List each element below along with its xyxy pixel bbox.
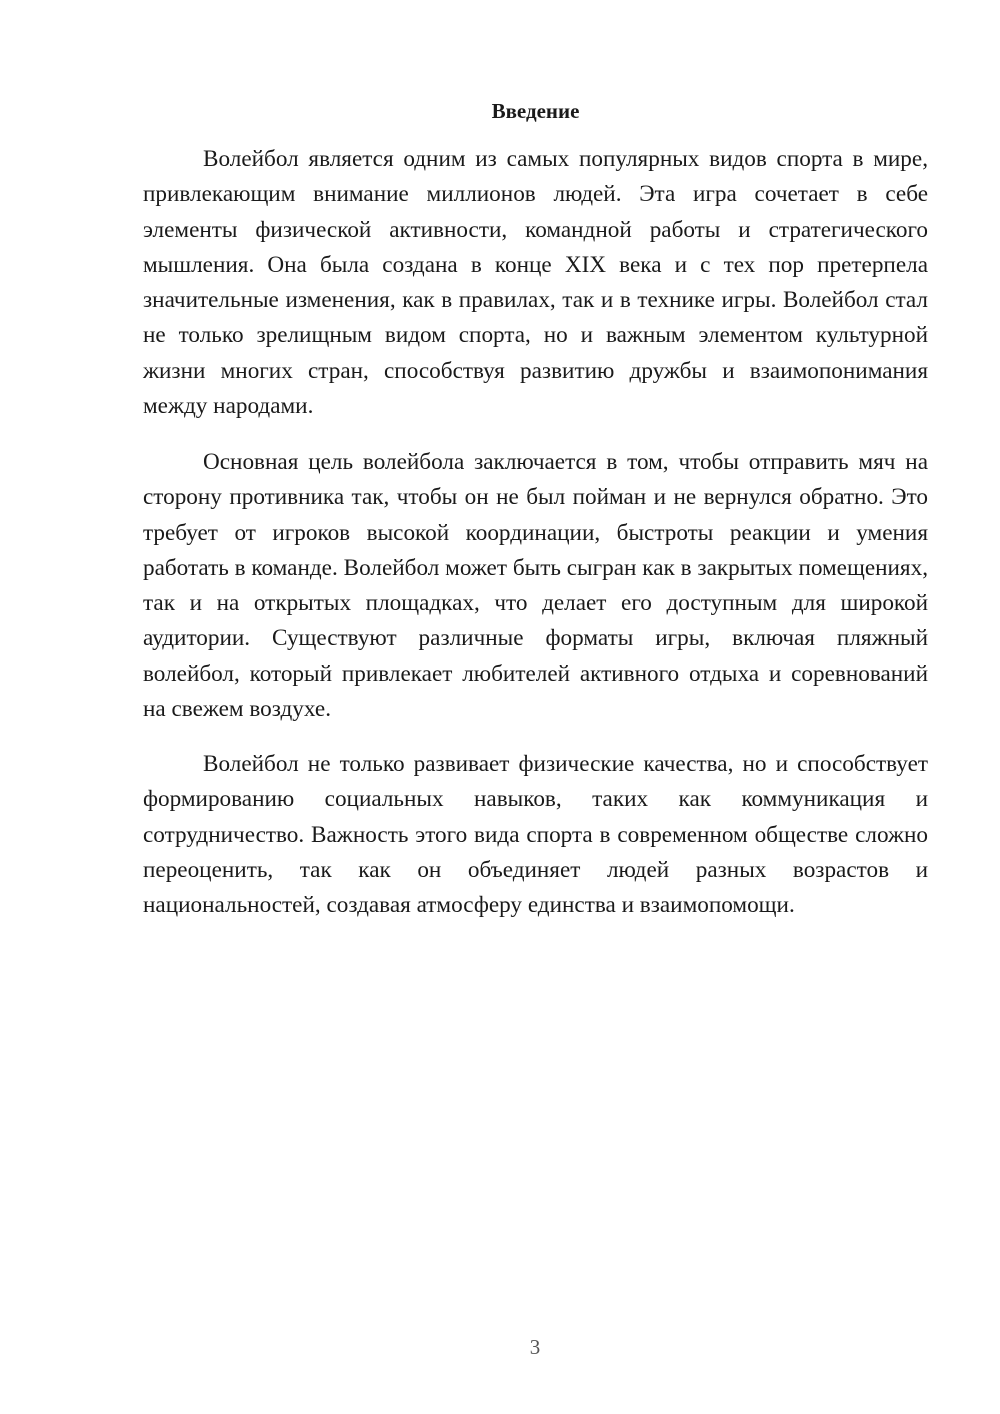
- paragraph-1: Волейбол является одним из самых популярных видов спорта в мире, привлекающим внимание миллионов людей. Эта игра сочетает в себе элементы физической активности, командной работы и стратегического мышления. Она была создана в конце XIX века и с тех пор претерпела значительные изменения, как в правилах, так и в технике игры. Волейбол стал не только зрелищным видом спорта, но и важным элементом культурной жизни многих стран, способствуя развитию дружбы и взаимопонимания между народами.: [143, 146, 928, 420]
- paragraph-3: Волейбол не только развивает физические качества, но и способствует формированию социальных навыков, таких как коммуникация и сотрудничество. Важность этого вида спорта в современном обществе сложно переоценить, так как он объединяет людей разных возрастов и национальностей, создавая атмосферу единства и взаимопомощи.: [143, 751, 928, 919]
- paragraph-2: Основная цель волейбола заключается в том, чтобы отправить мяч на сторону противника так, чтобы он не был пойман и не вернулся обратно. Это требует от игроков высокой координации, быстроты реакции и умения работать в команде. Волейбол может быть сыгран как в закрытых помещениях, так и на открытых площадках, что делает его доступным для широкой аудитории. Существуют различные форматы игры, включая пляжный волейбол, который привлекает любителей активного отдыха и соревнований на свежем воздухе.: [143, 449, 928, 723]
- page-number: 3: [529, 1335, 541, 1359]
- section-heading: Введение: [491, 99, 580, 123]
